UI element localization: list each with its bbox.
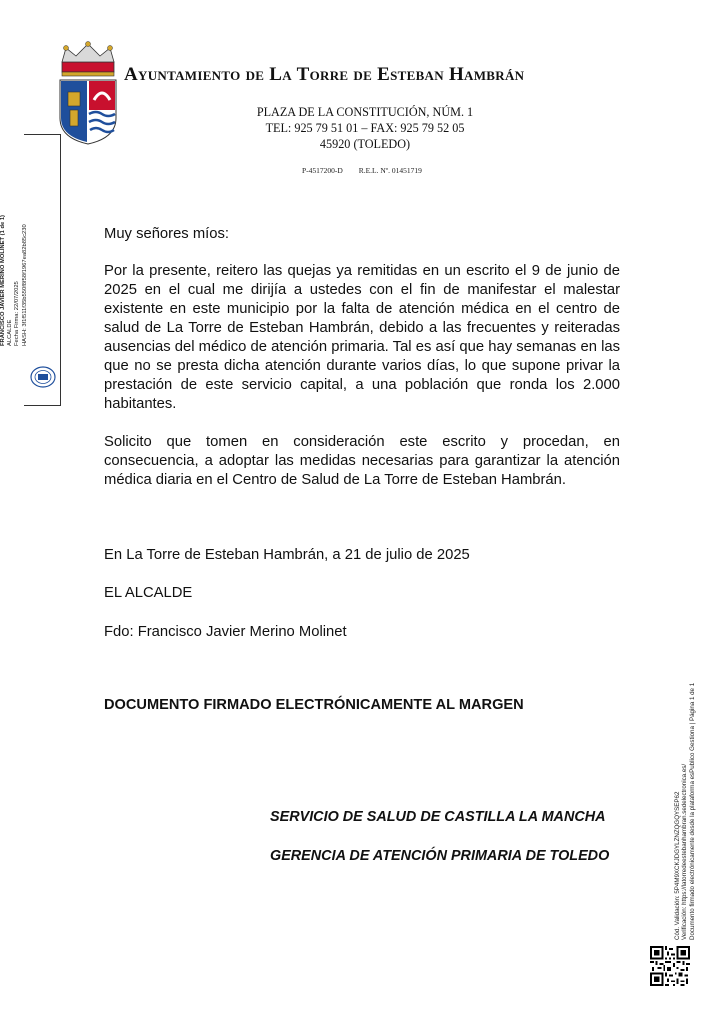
recipient-line-1: SERVICIO DE SALUD DE CASTILLA LA MANCHA [270,809,606,825]
paragraph-request: Solicito que tomen en consideración este escrito y procedan, en consecuencia, a adoptar las medidas necesarias para garantizar la atención médica diaria en el Centro de Salud de La Torre de Esteban Hambrán. [104,434,620,488]
verification-url[interactable]: Verificación: https://latorredeestebanhambran.sedelectronica.es/ [681,763,689,940]
greeting: Muy señores míos: [104,226,229,242]
address-block [240,104,490,152]
signature-seal-icon [30,366,56,388]
municipality-title: Ayuntamiento de La Torre de Esteban Hambrán [124,64,525,85]
signed-by: Fdo: Francisco Javier Merino Molinet [104,624,347,640]
date-line: En La Torre de Esteban Hambrán, a 21 de julio de 2025 [104,547,470,563]
rel-code: R.E.L. Nº. 01451719 [358,166,422,175]
electronic-signature-notice: DOCUMENTO FIRMADO ELECTRÓNICAMENTE AL MARGEN [104,697,524,713]
verification-block [674,640,696,940]
signer-name: FRANCISCO JAVIER MERINO MOLINET (1 de 1) [0,215,6,346]
registry-codes [302,166,422,175]
nif-code: P-4517200-D [302,166,343,175]
signer-role: ALCALDE [7,319,14,346]
recipient-line-2: GERENCIA DE ATENCIÓN PRIMARIA DE TOLEDO [270,848,610,864]
qr-code-icon[interactable] [650,946,690,986]
municipal-crest-icon [56,40,120,148]
signature-hash: HASH: 3f1f511f35b550f8f58f1967ea82b85c230 [21,224,28,346]
signature-date: Fecha Firma: 22/07/2025 [14,281,21,346]
platform-note: Documento firmado electrónicamente desde la plataforma esPublico Gestiona | Página 1 de 1 [688,682,696,940]
paragraph-complaint: Por la presente, reitero las quejas ya remitidas en un escrito el 9 de junio de 2025 en el cual me dirijía a ustedes con el fin de manifestar el malestar existente en este municipio por la falta de atención médica en el centro de salud de La Torre de Esteban Hambrán, debido a las frecuentes y reiteradas ausencias del médico de atención primaria. Tal es así que hay semanas en las que no se presta dicha atención durante varios días, lo que supone privar la prestación de este servicio capital, a una población que ronda los 2.000 habitantes. [104,263,620,412]
signer-position: EL ALCALDE [104,585,193,601]
validation-code: Cód. Validación: 5P4M9XCKJDGYLZNZQGQYSEP62 [674,791,681,940]
signature-margin-text [0,215,29,346]
phone-line: TEL: 925 79 51 01 – FAX: 925 79 52 05 [265,121,465,135]
address-line: PLAZA DE LA CONSTITUCIÓN, NÚM. 1 [256,105,474,119]
postal-line: 45920 (TOLEDO) [319,137,411,151]
